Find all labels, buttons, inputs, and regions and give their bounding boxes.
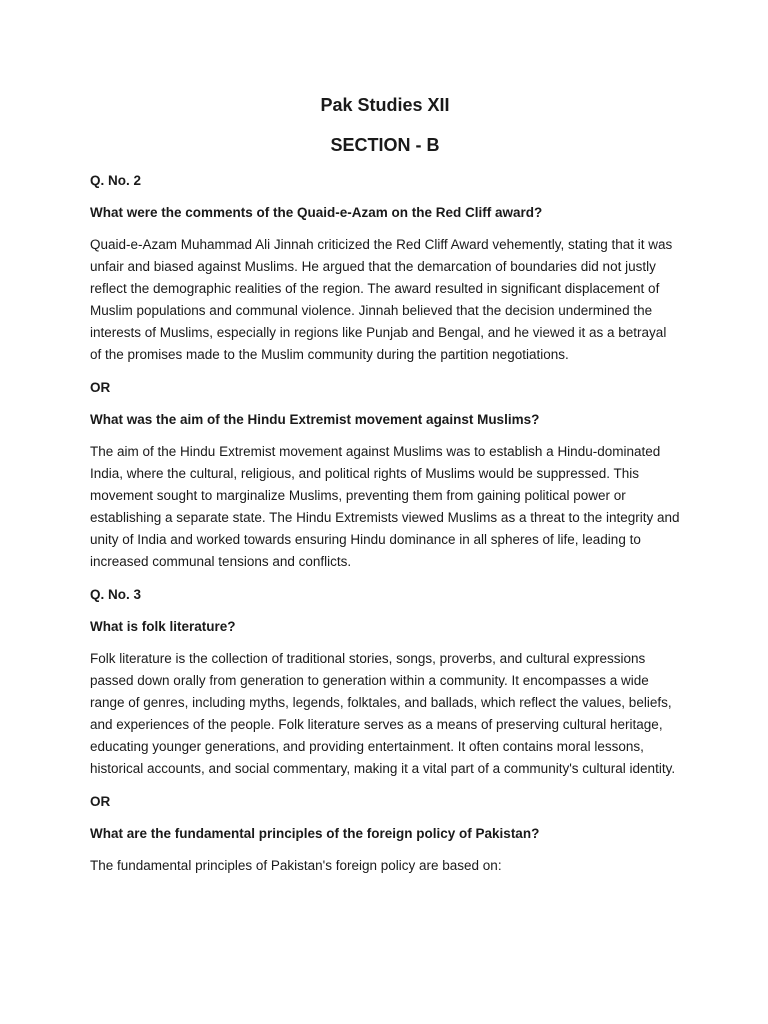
question-text: What was the aim of the Hindu Extremist movement against Muslims? — [90, 412, 540, 427]
question-text: What is folk literature? — [90, 619, 236, 634]
or-separator: OR — [90, 794, 111, 809]
document-title: Pak Studies XII — [320, 95, 450, 115]
or-separator: OR — [90, 380, 111, 395]
question-text: What were the comments of the Quaid-e-Azam on the Red Cliff award? — [90, 205, 543, 220]
question-number: Q. No. 2 — [90, 173, 142, 188]
answer-paragraph: Folk literature is the collection of traditional stories, songs, proverbs, and cultural expressions passed down orally from generation to generation within a community. It encompasses a wide range of genres, including myths, legends, folktales, and ballads, which reflect the values, beliefs, and experiences of the people. Folk literature serves as a means of preserving cultural heritage, educating younger generations, and providing entertainment. It often contains moral lessons, historical accounts, and social commentary, making it a vital part of a community's cultural identity. — [90, 651, 676, 776]
section-heading: SECTION - B — [330, 135, 440, 155]
answer-paragraph: Quaid-e-Azam Muhammad Ali Jinnah criticized the Red Cliff Award vehemently, stating that it was unfair and biased against Muslims. He argued that the demarcation of boundaries did not justly reflect the demographic realities of the region. The award resulted in significant displacement of Muslim populations and communal violence. Jinnah believed that the decision undermined the interests of Muslims, especially in regions like Punjab and Bengal, and he viewed it as a betrayal of the promises made to the Muslim community during the partition negotiations. — [90, 237, 673, 362]
answer-paragraph: The aim of the Hindu Extremist movement against Muslims was to establish a Hindu-dominated India, where the cultural, religious, and political rights of Muslims would be suppressed. This movement sought to marginalize Muslims, preventing them from gaining political power or establishing a separate state. The Hindu Extremists viewed Muslims as a threat to the integrity and unity of India and worked towards ensuring Hindu dominance in all spheres of life, leading to increased communal tensions and conflicts. — [90, 444, 680, 569]
document-body — [90, 170, 680, 888]
question-number: Q. No. 3 — [90, 587, 142, 602]
answer-paragraph: The fundamental principles of Pakistan's foreign policy are based on: — [90, 858, 502, 873]
question-text: What are the fundamental principles of the foreign policy of Pakistan? — [90, 826, 540, 841]
